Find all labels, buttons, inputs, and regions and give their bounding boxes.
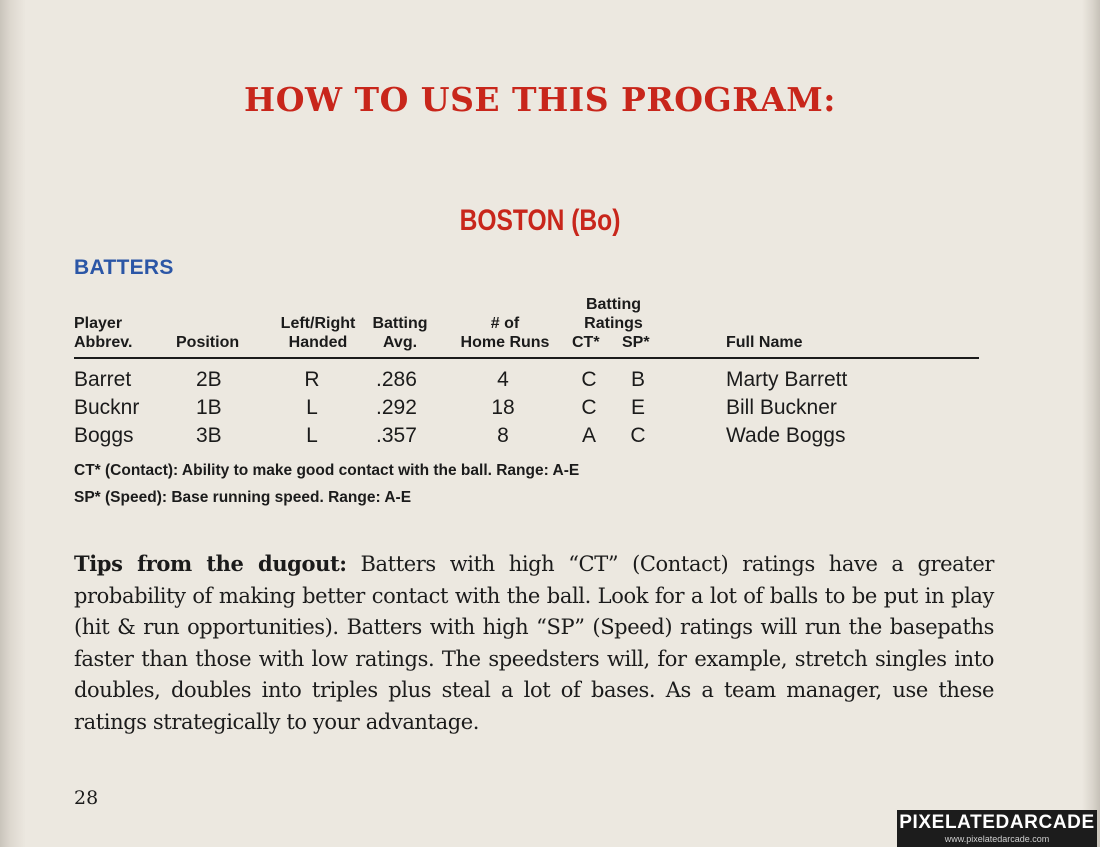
header-rule	[74, 357, 979, 359]
header-handed	[268, 314, 368, 352]
cell-sp: C	[630, 424, 646, 447]
cell-position: 2B	[196, 368, 222, 391]
cell-hr: 4	[497, 368, 509, 391]
cell-handed: L	[306, 424, 318, 447]
watermark-name: PIXELATEDARCADE	[899, 812, 1095, 833]
cell-hr: 18	[491, 396, 515, 419]
header-ratings-line1: Batting	[585, 296, 642, 313]
header-player-line1: Player	[74, 315, 123, 332]
header-avg	[362, 314, 438, 352]
cell-full-name: Wade Boggs	[726, 424, 846, 447]
section-label-batters: BATTERS	[74, 256, 174, 279]
cell-avg: .286	[376, 368, 417, 391]
header-hr-line1: # of	[490, 315, 520, 332]
header-ratings-line2: Ratings	[584, 315, 643, 332]
cell-hr: 8	[497, 424, 509, 447]
cell-handed: R	[304, 368, 320, 391]
header-player-line2: Abbrev.	[74, 334, 133, 351]
cell-ct: C	[581, 368, 597, 391]
cell-position: 3B	[196, 424, 222, 447]
cell-avg: .292	[376, 396, 417, 419]
note-speed: SP* (Speed): Base running speed. Range: A-E	[74, 489, 412, 506]
team-heading: BOSTON (Bo)	[459, 204, 621, 237]
tips-paragraph	[74, 548, 994, 738]
header-avg-line1: Batting	[372, 315, 428, 332]
watermark-url: www.pixelatedarcade.com	[944, 834, 1050, 844]
header-sp: SP*	[622, 334, 650, 351]
book-spine-shadow	[0, 0, 26, 847]
cell-ct: C	[581, 396, 597, 419]
page-number: 28	[74, 787, 99, 809]
page-title: HOW TO USE THIS PROGRAM:	[244, 80, 836, 119]
cell-abbrev: Boggs	[74, 424, 134, 447]
cell-sp: E	[630, 396, 645, 419]
tips-body: Batters with high “CT” (Contact) ratings have a greater probability of making better contact with the ball. Look for a lot of balls to be put in play (hit & run opportunities). Batters with high “SP” (Speed) ratings will run the basepaths faster than those with low ratings. The speedsters will, for example, stretch singles into doubles, doubles into triples plus steal a lot of bases. As a team manager, use these ratings strategically to your advantage.	[74, 552, 995, 734]
cell-ct: A	[581, 424, 596, 447]
cell-full-name: Marty Barrett	[726, 368, 848, 391]
header-hr-line2: Home Runs	[460, 334, 550, 351]
watermark-logo	[897, 810, 1097, 847]
cell-sp: B	[630, 368, 645, 391]
header-full-name: Full Name	[726, 334, 803, 351]
cell-full-name: Bill Buckner	[726, 396, 837, 419]
header-home-runs	[450, 314, 560, 352]
header-ct: CT*	[572, 334, 600, 351]
cell-avg: .357	[376, 424, 417, 447]
tips-heading: Tips from the dugout:	[74, 551, 347, 576]
note-contact: CT* (Contact): Ability to make good contact with the ball. Range: A-E	[74, 462, 580, 479]
header-avg-line2: Avg.	[382, 334, 418, 351]
header-handed-line2: Handed	[288, 334, 348, 351]
header-player	[74, 314, 132, 352]
header-position: Position	[176, 334, 240, 351]
cell-abbrev: Bucknr	[74, 396, 140, 419]
cell-abbrev: Barret	[74, 368, 132, 391]
header-handed-line1: Left/Right	[280, 315, 356, 332]
cell-handed: L	[306, 396, 318, 419]
page-edge-shadow	[1082, 0, 1100, 847]
header-ratings	[566, 295, 661, 333]
cell-position: 1B	[196, 396, 222, 419]
